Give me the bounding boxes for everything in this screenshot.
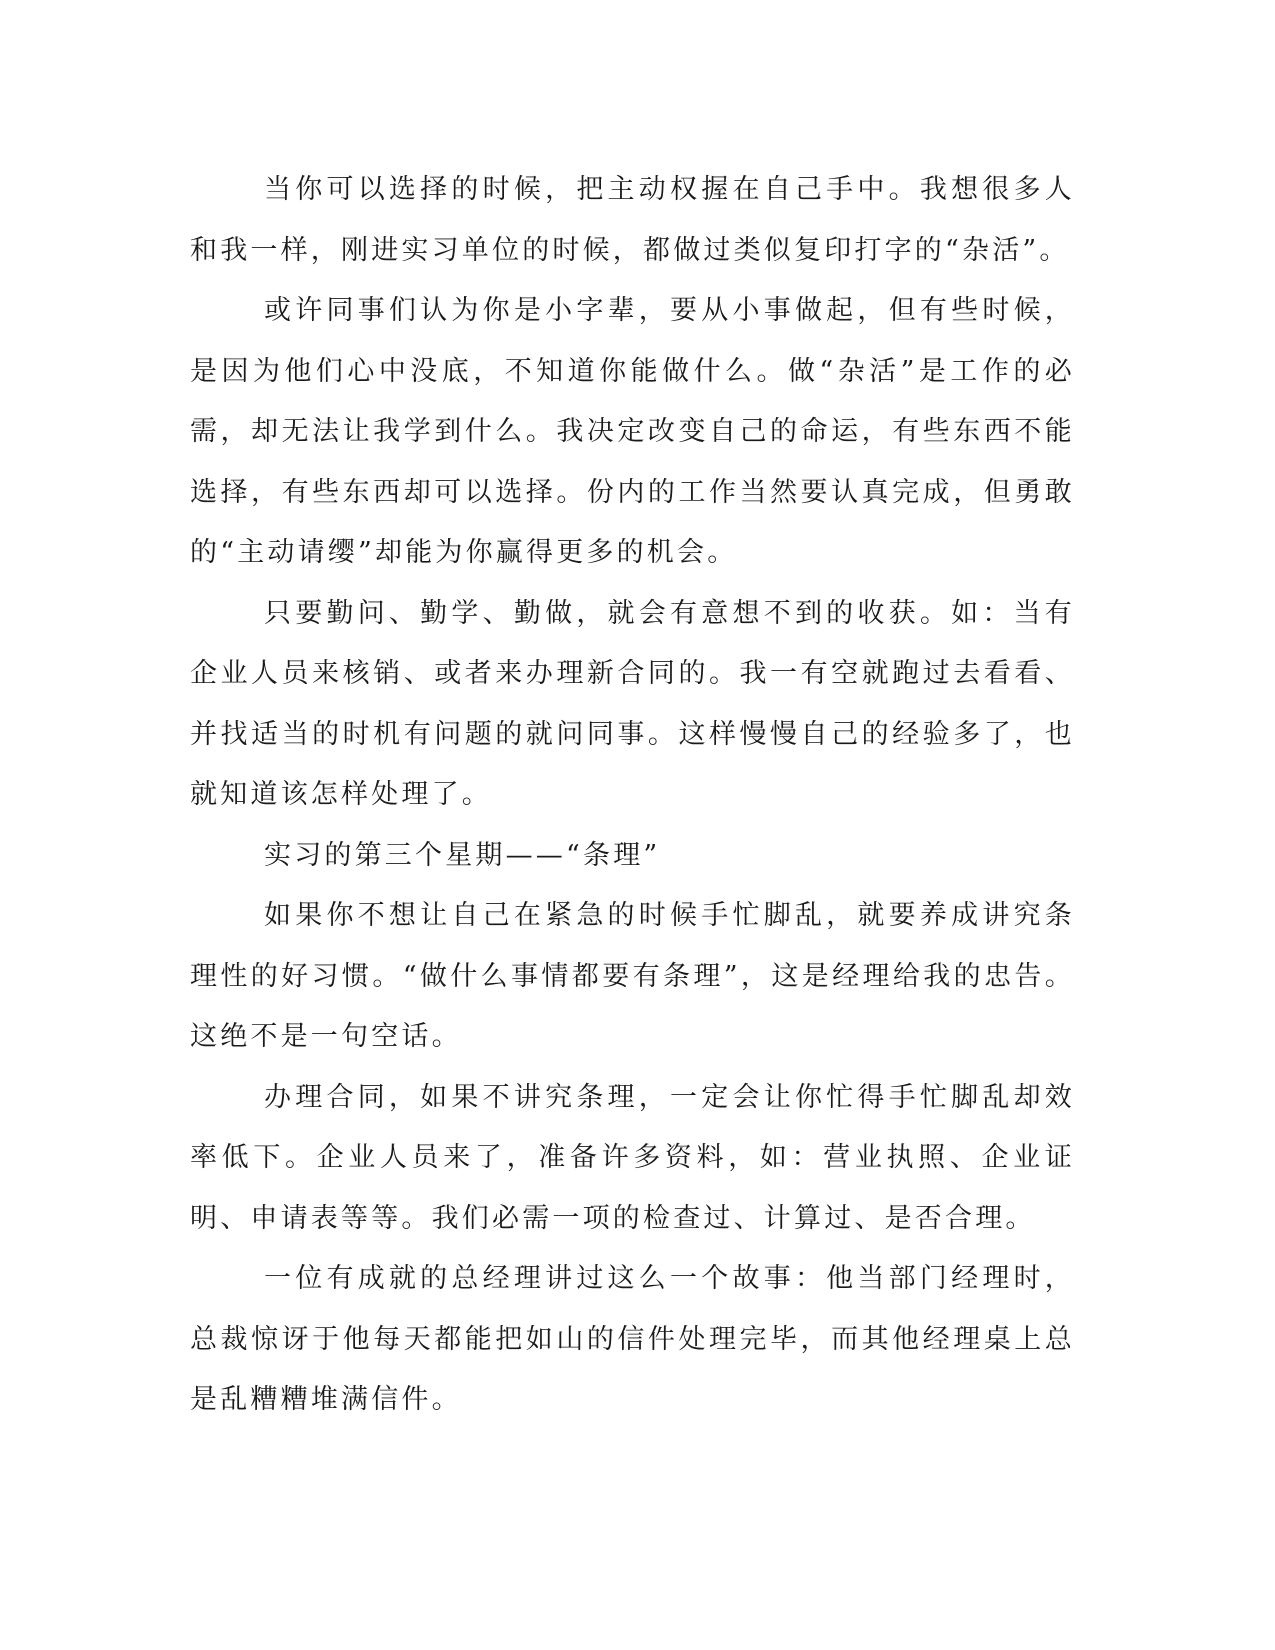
paragraph-diligence: 只要勤问、勤学、勤做，就会有意想不到的收获。如：当有企业人员来核销、或者来办理新合同的。我一有空就跑过去看看、并找适当的时机有问题的就问同事。这样慢慢自己的经验多了，也就知道该怎样处理了。	[190, 597, 1075, 810]
document-body	[190, 160, 1075, 1431]
paragraph-contracts: 办理合同，如果不讲究条理，一定会让你忙得手忙脚乱却效率低下。企业人员来了，准备许多资料，如：营业执照、企业证明、申请表等等。我们必需一项的检查过、计算过、是否合理。	[190, 1081, 1075, 1234]
paragraph-choice: 当你可以选择的时候，把主动权握在自己手中。我想很多人和我一样，刚进实习单位的时候，都做过类似复印打字的“杂活”。	[190, 174, 1075, 266]
paragraph-orderliness: 如果你不想让自己在紧急的时候手忙脚乱，就要养成讲究条理性的好习惯。“做什么事情都要有条理”，这是经理给我的忠告。这绝不是一句空话。	[190, 900, 1075, 1052]
paragraph-manager-story: 一位有成就的总经理讲过这么一个故事：他当部门经理时，总裁惊讶于他每天都能把如山的信件处理完毕，而其他经理桌上总是乱糟糟堆满信件。	[190, 1263, 1075, 1415]
section-heading-week-three: 实习的第三个星期——“条理”	[264, 839, 661, 871]
paragraph-initiative: 或许同事们认为你是小字辈，要从小事做起，但有些时候，是因为他们心中没底，不知道你能做什么。做“杂活”是工作的必需，却无法让我学到什么。我决定改变自己的命运，有些东西不能选择，有些东西却可以选择。份内的工作当然要认真完成，但勇敢的“主动请缨”却能为你赢得更多的机会。	[190, 295, 1075, 568]
